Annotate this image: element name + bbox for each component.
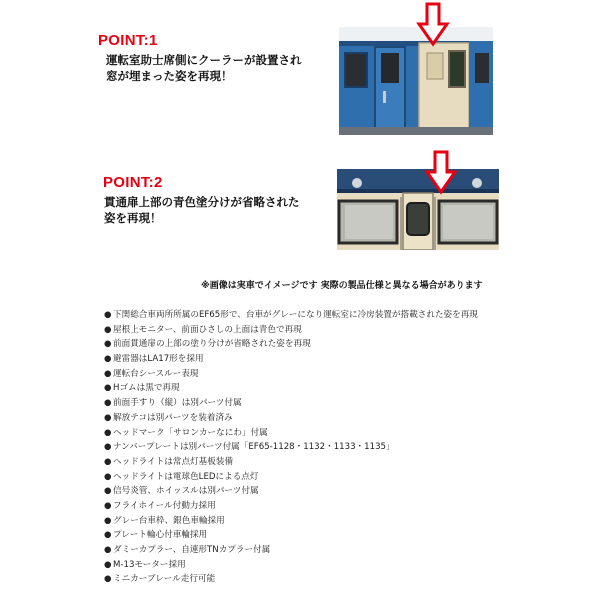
spec-item: ● 屋根上モニター、前面ひさしの上面は青色で再現 bbox=[104, 323, 478, 338]
point2-description-line2: 姿を再現！ bbox=[104, 211, 162, 225]
point1-description-line2: 窓が埋まった姿を再現！ bbox=[106, 69, 233, 83]
spec-item: ● ミニカーブレール走行可能 bbox=[104, 572, 478, 587]
spec-item: ● 避雷器はLA17形を採用 bbox=[104, 352, 478, 367]
black-circle-bullet-icon: ● bbox=[104, 530, 112, 541]
spec-item: ● ヘッドマーク「サロンカーなにわ」付属 bbox=[104, 426, 478, 441]
black-circle-bullet-icon: ● bbox=[104, 354, 112, 365]
image-disclaimer-note: ※画像は実車でイメージです 実際の製品仕様と異なる場合があります bbox=[201, 281, 483, 291]
point2-arrow-icon bbox=[424, 150, 458, 196]
black-circle-bullet-icon: ● bbox=[104, 339, 112, 350]
point2-photo bbox=[337, 169, 499, 250]
spec-item: ● プレート輪心付車輪採用 bbox=[104, 528, 478, 543]
black-circle-bullet-icon: ● bbox=[104, 398, 112, 409]
black-circle-bullet-icon: ● bbox=[104, 427, 112, 438]
point2-description-line1: 貫通扉上部の青色塗分けが省略された bbox=[104, 195, 300, 209]
black-circle-bullet-icon: ● bbox=[104, 500, 112, 511]
black-circle-bullet-icon: ● bbox=[104, 559, 112, 570]
point1-arrow-icon bbox=[416, 2, 450, 48]
black-circle-bullet-icon: ● bbox=[104, 412, 112, 423]
spec-item: ● 信号炎管、ホイッスルは別パーツ付属 bbox=[104, 484, 478, 499]
spec-item: ● 解放テコは別パーツを装着済み bbox=[104, 411, 478, 426]
spec-item: ● 前面手すり（縦）は別パーツ付属 bbox=[104, 396, 478, 411]
point2-photo-graphic bbox=[337, 169, 499, 250]
point1-description-line1: 運転室助士席側にクーラーが設置され bbox=[106, 53, 302, 67]
black-circle-bullet-icon: ● bbox=[104, 574, 112, 585]
spec-item: ● M-13モーター採用 bbox=[104, 558, 478, 573]
black-circle-bullet-icon: ● bbox=[104, 471, 112, 482]
black-circle-bullet-icon: ● bbox=[104, 310, 112, 320]
black-circle-bullet-icon: ● bbox=[104, 486, 112, 497]
spec-item: ● ヘッドライトは電球色LEDによる点灯 bbox=[104, 470, 478, 485]
spec-item: ● 前面貫通扉の上部の塗り分けが省略された姿を再現 bbox=[104, 337, 478, 352]
spec-item: ● ナンバープレートは別パーツ付属「EF65-1128・1132・1133・1135」 bbox=[104, 440, 478, 455]
point1-label: POINT:1 bbox=[98, 32, 158, 49]
spec-item: ● 運転台シースルー表現 bbox=[104, 367, 478, 382]
spec-item: ● ヘッドライトは常点灯基板装備 bbox=[104, 455, 478, 470]
spec-list bbox=[104, 308, 478, 587]
spec-item: ● フライホイール付動力採用 bbox=[104, 499, 478, 514]
point1-description bbox=[106, 52, 302, 84]
black-circle-bullet-icon: ● bbox=[104, 545, 112, 555]
spec-item: ● 下関総合車両所所属のEF65形で、台車がグレーになり運転室に冷房装置が搭載された姿を再現 bbox=[104, 308, 478, 323]
black-circle-bullet-icon: ● bbox=[104, 383, 112, 394]
spec-item: ● グレー台車枠、銀色車輪採用 bbox=[104, 514, 478, 529]
black-circle-bullet-icon: ● bbox=[104, 515, 112, 526]
point2-description bbox=[104, 194, 300, 226]
spec-item: ● ダミーカプラー、自連形TNカプラー付属 bbox=[104, 543, 478, 558]
point2-label: POINT:2 bbox=[103, 174, 163, 191]
black-circle-bullet-icon: ● bbox=[104, 368, 112, 379]
spec-item: ● Hゴムは黒で再現 bbox=[104, 381, 478, 396]
black-circle-bullet-icon: ● bbox=[104, 442, 112, 453]
black-circle-bullet-icon: ● bbox=[104, 324, 112, 335]
black-circle-bullet-icon: ● bbox=[104, 456, 112, 467]
